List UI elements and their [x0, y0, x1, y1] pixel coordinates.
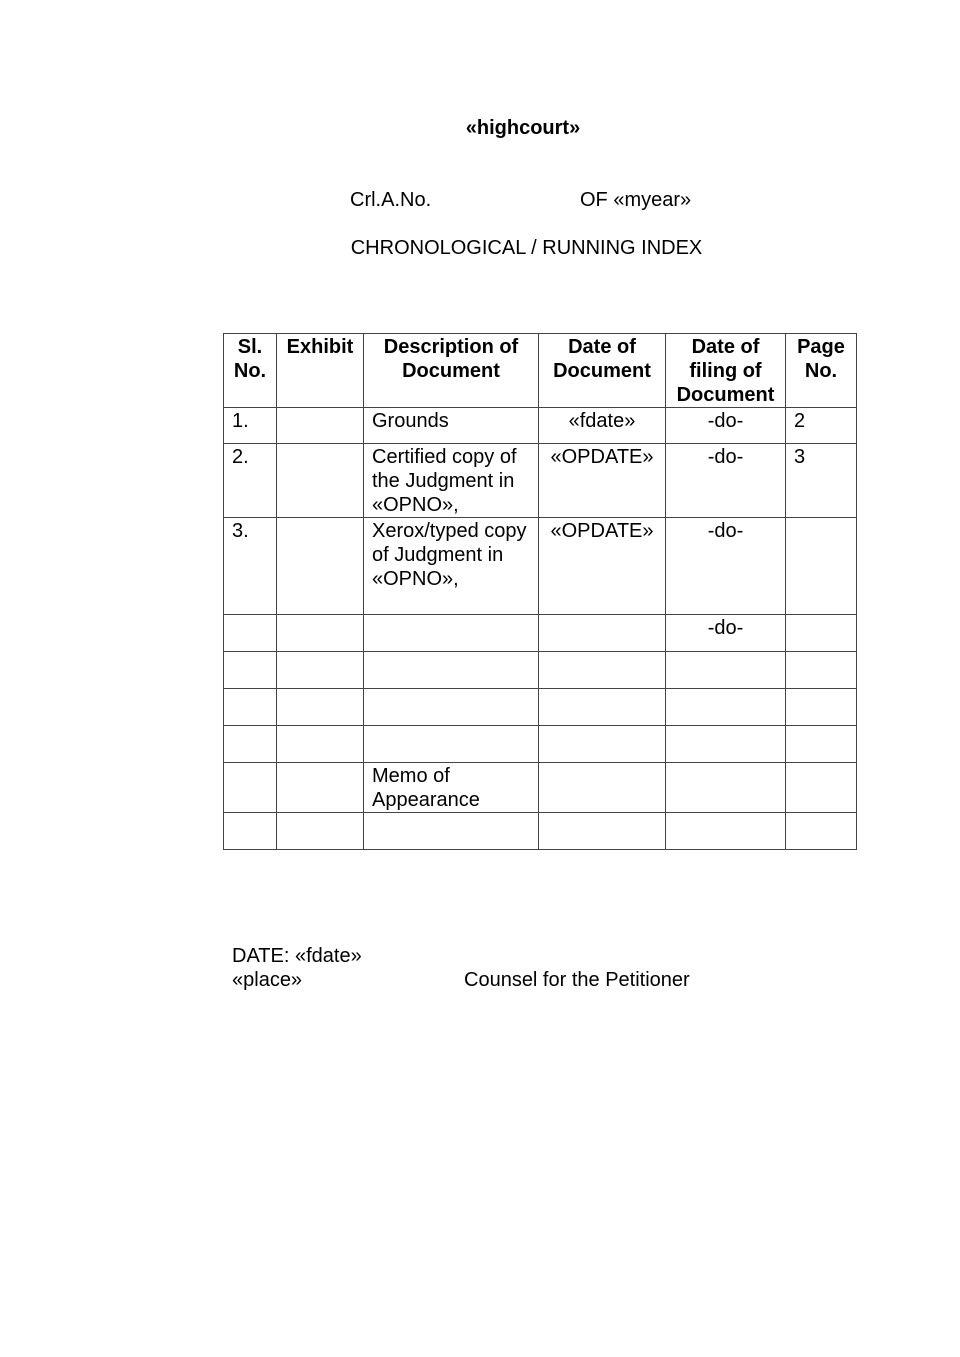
cell-exhibit [277, 408, 364, 444]
index-title: CHRONOLOGICAL / RUNNING INDEX [350, 237, 703, 259]
cell-page-no: 3 [786, 444, 857, 518]
cell-page-no [786, 615, 857, 652]
cell-doc-date [539, 615, 666, 652]
cell-page-no [786, 813, 857, 850]
cell-exhibit [277, 689, 364, 726]
cell-doc-date [539, 726, 666, 763]
cell-doc-date: «OPDATE» [539, 444, 666, 518]
cell-sl-no: 3. [224, 518, 277, 615]
cell-filing-date: -do- [666, 615, 786, 652]
cell-sl-no: 1. [224, 408, 277, 444]
cell-doc-date: «fdate» [539, 408, 666, 444]
table-row [224, 518, 857, 615]
cell-description: Xerox/typed copy of Judgment in «OPNO», [364, 518, 539, 615]
cell-filing-date [666, 763, 786, 813]
cell-page-no: 2 [786, 408, 857, 444]
cell-page-no [786, 652, 857, 689]
cell-filing-date: -do- [666, 518, 786, 615]
table-row [224, 408, 857, 444]
cell-page-no [786, 726, 857, 763]
counsel-signature-label: Counsel for the Petitioner [464, 969, 690, 991]
index-table [223, 333, 857, 850]
column-header-sl-no: Sl. No. [224, 334, 277, 408]
cell-description [364, 813, 539, 850]
cell-filing-date: -do- [666, 444, 786, 518]
cell-description: Certified copy of the Judgment in «OPNO», [364, 444, 539, 518]
cell-exhibit [277, 518, 364, 615]
cell-description [364, 689, 539, 726]
cell-description [364, 615, 539, 652]
cell-exhibit [277, 726, 364, 763]
cell-filing-date [666, 652, 786, 689]
table-row [224, 726, 857, 763]
table-row [224, 763, 857, 813]
filing-date-line: DATE: «fdate» [232, 945, 362, 967]
cell-doc-date [539, 652, 666, 689]
cell-filing-date: -do- [666, 408, 786, 444]
cell-exhibit [277, 763, 364, 813]
cell-doc-date [539, 689, 666, 726]
cell-page-no [786, 518, 857, 615]
cell-filing-date [666, 813, 786, 850]
column-header-page-no: Page No. [786, 334, 857, 408]
cell-exhibit [277, 652, 364, 689]
column-header-exhibit: Exhibit [277, 334, 364, 408]
cell-sl-no [224, 763, 277, 813]
cell-filing-date [666, 726, 786, 763]
cell-exhibit [277, 615, 364, 652]
cell-page-no [786, 689, 857, 726]
table-row [224, 689, 857, 726]
filing-place: «place» [232, 969, 303, 991]
court-name: «highcourt» [465, 117, 581, 139]
cell-sl-no [224, 726, 277, 763]
cell-doc-date [539, 763, 666, 813]
cell-exhibit [277, 444, 364, 518]
cell-description [364, 726, 539, 763]
cell-sl-no [224, 813, 277, 850]
table-row [224, 444, 857, 518]
case-number: Crl.A.No. [350, 189, 432, 211]
column-header-date-of-document: Date of Document [539, 334, 666, 408]
table-row [224, 615, 857, 652]
cell-description: Grounds [364, 408, 539, 444]
cell-description [364, 652, 539, 689]
cell-page-no [786, 763, 857, 813]
cell-sl-no [224, 652, 277, 689]
case-year: OF «myear» [580, 189, 692, 211]
cell-sl-no [224, 615, 277, 652]
column-header-date-of-filing: Date of filing of Document [666, 334, 786, 408]
cell-sl-no: 2. [224, 444, 277, 518]
cell-description: Memo of Appearance [364, 763, 539, 813]
table-header-row [224, 334, 857, 408]
table-row [224, 813, 857, 850]
cell-exhibit [277, 813, 364, 850]
cell-doc-date [539, 813, 666, 850]
cell-filing-date [666, 689, 786, 726]
cell-doc-date: «OPDATE» [539, 518, 666, 615]
cell-sl-no [224, 689, 277, 726]
column-header-description: Description of Document [364, 334, 539, 408]
table-row [224, 652, 857, 689]
